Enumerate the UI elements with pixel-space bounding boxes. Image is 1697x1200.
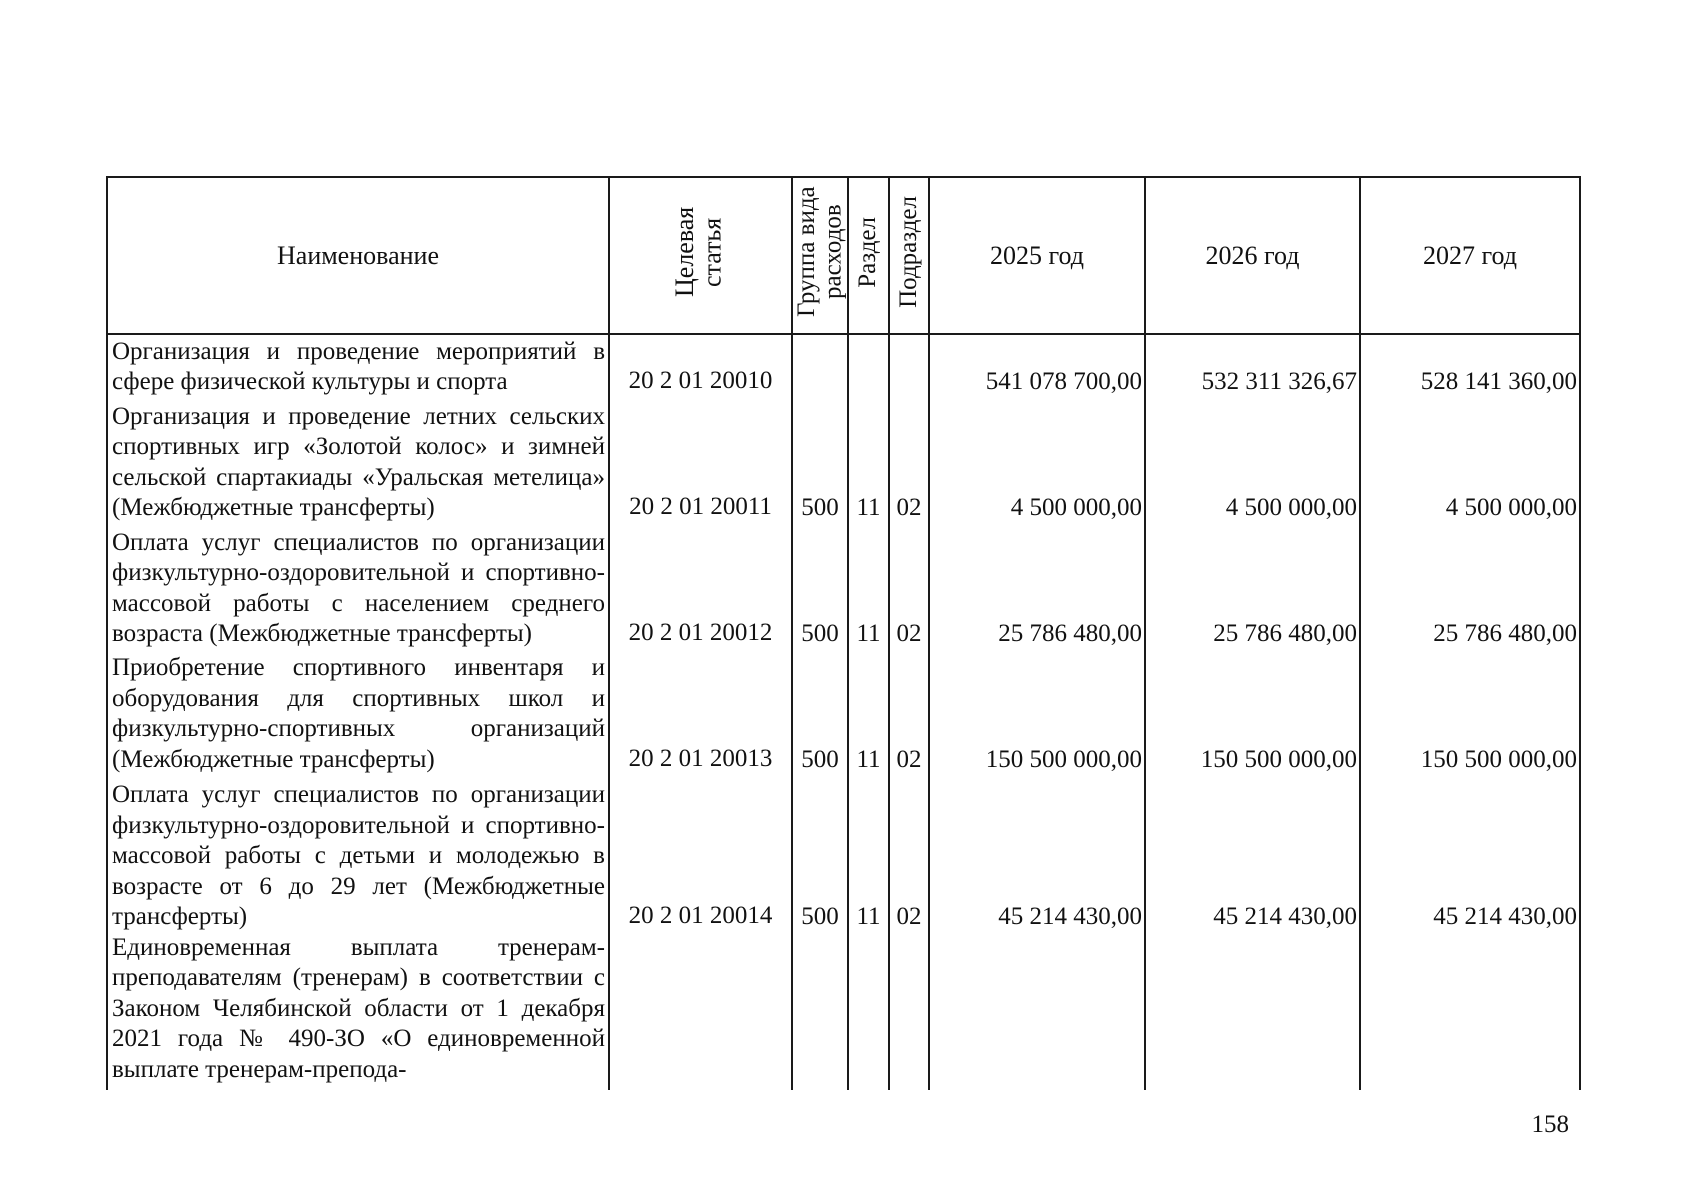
row-name: Единовременная выплата тренерам-преподавателям (тренерам) в соответствии с Законом Челябинской области от 1 декабря 2021 года № 490-ЗО «О единовременной выплате тренерам-препода-	[107, 933, 609, 1090]
row-expense-group: 500	[792, 524, 848, 650]
row-expense-group: 500	[792, 775, 848, 932]
row-name: Оплата услуг специалистов по организации физкультурно-оздоровительной и спортивно-массовой работы с детьми и молодежью в возрасте от 6 до 29 лет (Межбюджетные трансферты)	[107, 775, 609, 932]
row-amount-2027	[1360, 933, 1580, 1090]
header-name: Наименование	[107, 177, 609, 334]
row-amount-2026: 532 311 326,67	[1145, 334, 1360, 398]
row-amount-2027: 25 786 480,00	[1360, 524, 1580, 650]
row-section	[848, 933, 889, 1090]
row-subsection: 02	[889, 524, 929, 650]
row-amount-2025: 4 500 000,00	[929, 398, 1145, 524]
row-section	[848, 334, 889, 398]
row-target-article: 20 2 01 20014	[609, 775, 792, 932]
row-expense-group: 500	[792, 398, 848, 524]
header-target-article: Целевая статья	[609, 177, 792, 334]
row-subsection: 02	[889, 650, 929, 776]
row-amount-2027: 4 500 000,00	[1360, 398, 1580, 524]
row-amount-2026: 4 500 000,00	[1145, 398, 1360, 524]
header-subsection: Подраздел	[889, 177, 929, 334]
row-amount-2026: 45 214 430,00	[1145, 775, 1360, 932]
header-2027: 2027 год	[1360, 177, 1580, 334]
row-amount-2026: 25 786 480,00	[1145, 524, 1360, 650]
row-target-article: 20 2 01 20013	[609, 650, 792, 776]
header-row	[107, 177, 1580, 334]
row-expense-group: 500	[792, 650, 848, 776]
row-subsection: 02	[889, 398, 929, 524]
row-amount-2026	[1145, 933, 1360, 1090]
row-expense-group	[792, 334, 848, 398]
header-section: Раздел	[848, 177, 889, 334]
budget-table	[106, 176, 1581, 1090]
row-target-article: 20 2 01 20012	[609, 524, 792, 650]
page-number: 158	[1531, 1111, 1569, 1138]
header-expense-group: Группа вида расходов	[792, 177, 848, 334]
row-amount-2025: 25 786 480,00	[929, 524, 1145, 650]
row-amount-2025: 541 078 700,00	[929, 334, 1145, 398]
row-target-article: 20 2 01 20010	[609, 334, 792, 398]
row-expense-group	[792, 933, 848, 1090]
header-2025: 2025 год	[929, 177, 1145, 334]
row-name: Оплата услуг специалистов по организации физкультурно-оздоровительной и спортивно-массовой работы с населением среднего возраста (Межбюджетные трансферты)	[107, 524, 609, 650]
row-amount-2025: 45 214 430,00	[929, 775, 1145, 932]
row-name: Организация и проведение летних сельских спортивных игр «Золотой колос» и зимней сельской спартакиады «Уральская метелица» (Межбюджетные трансферты)	[107, 398, 609, 524]
row-subsection	[889, 933, 929, 1090]
table-row	[107, 398, 1580, 524]
table-row	[107, 334, 1580, 398]
row-section: 11	[848, 398, 889, 524]
row-target-article	[609, 933, 792, 1090]
row-amount-2026: 150 500 000,00	[1145, 650, 1360, 776]
row-target-article: 20 2 01 20011	[609, 398, 792, 524]
table-row	[107, 650, 1580, 776]
row-amount-2027: 45 214 430,00	[1360, 775, 1580, 932]
row-subsection: 02	[889, 775, 929, 932]
row-section: 11	[848, 775, 889, 932]
row-subsection	[889, 334, 929, 398]
row-amount-2027: 150 500 000,00	[1360, 650, 1580, 776]
row-section: 11	[848, 524, 889, 650]
table-row	[107, 933, 1580, 1090]
header-2026: 2026 год	[1145, 177, 1360, 334]
table-row	[107, 524, 1580, 650]
row-name: Организация и проведение мероприятий в сфере физической культуры и спорта	[107, 334, 609, 398]
row-amount-2025: 150 500 000,00	[929, 650, 1145, 776]
row-amount-2027: 528 141 360,00	[1360, 334, 1580, 398]
row-amount-2025	[929, 933, 1145, 1090]
row-section: 11	[848, 650, 889, 776]
table-row	[107, 775, 1580, 932]
row-name: Приобретение спортивного инвентаря и оборудования для спортивных школ и физкультурно-спортивных организаций (Межбюджетные трансферты)	[107, 650, 609, 776]
